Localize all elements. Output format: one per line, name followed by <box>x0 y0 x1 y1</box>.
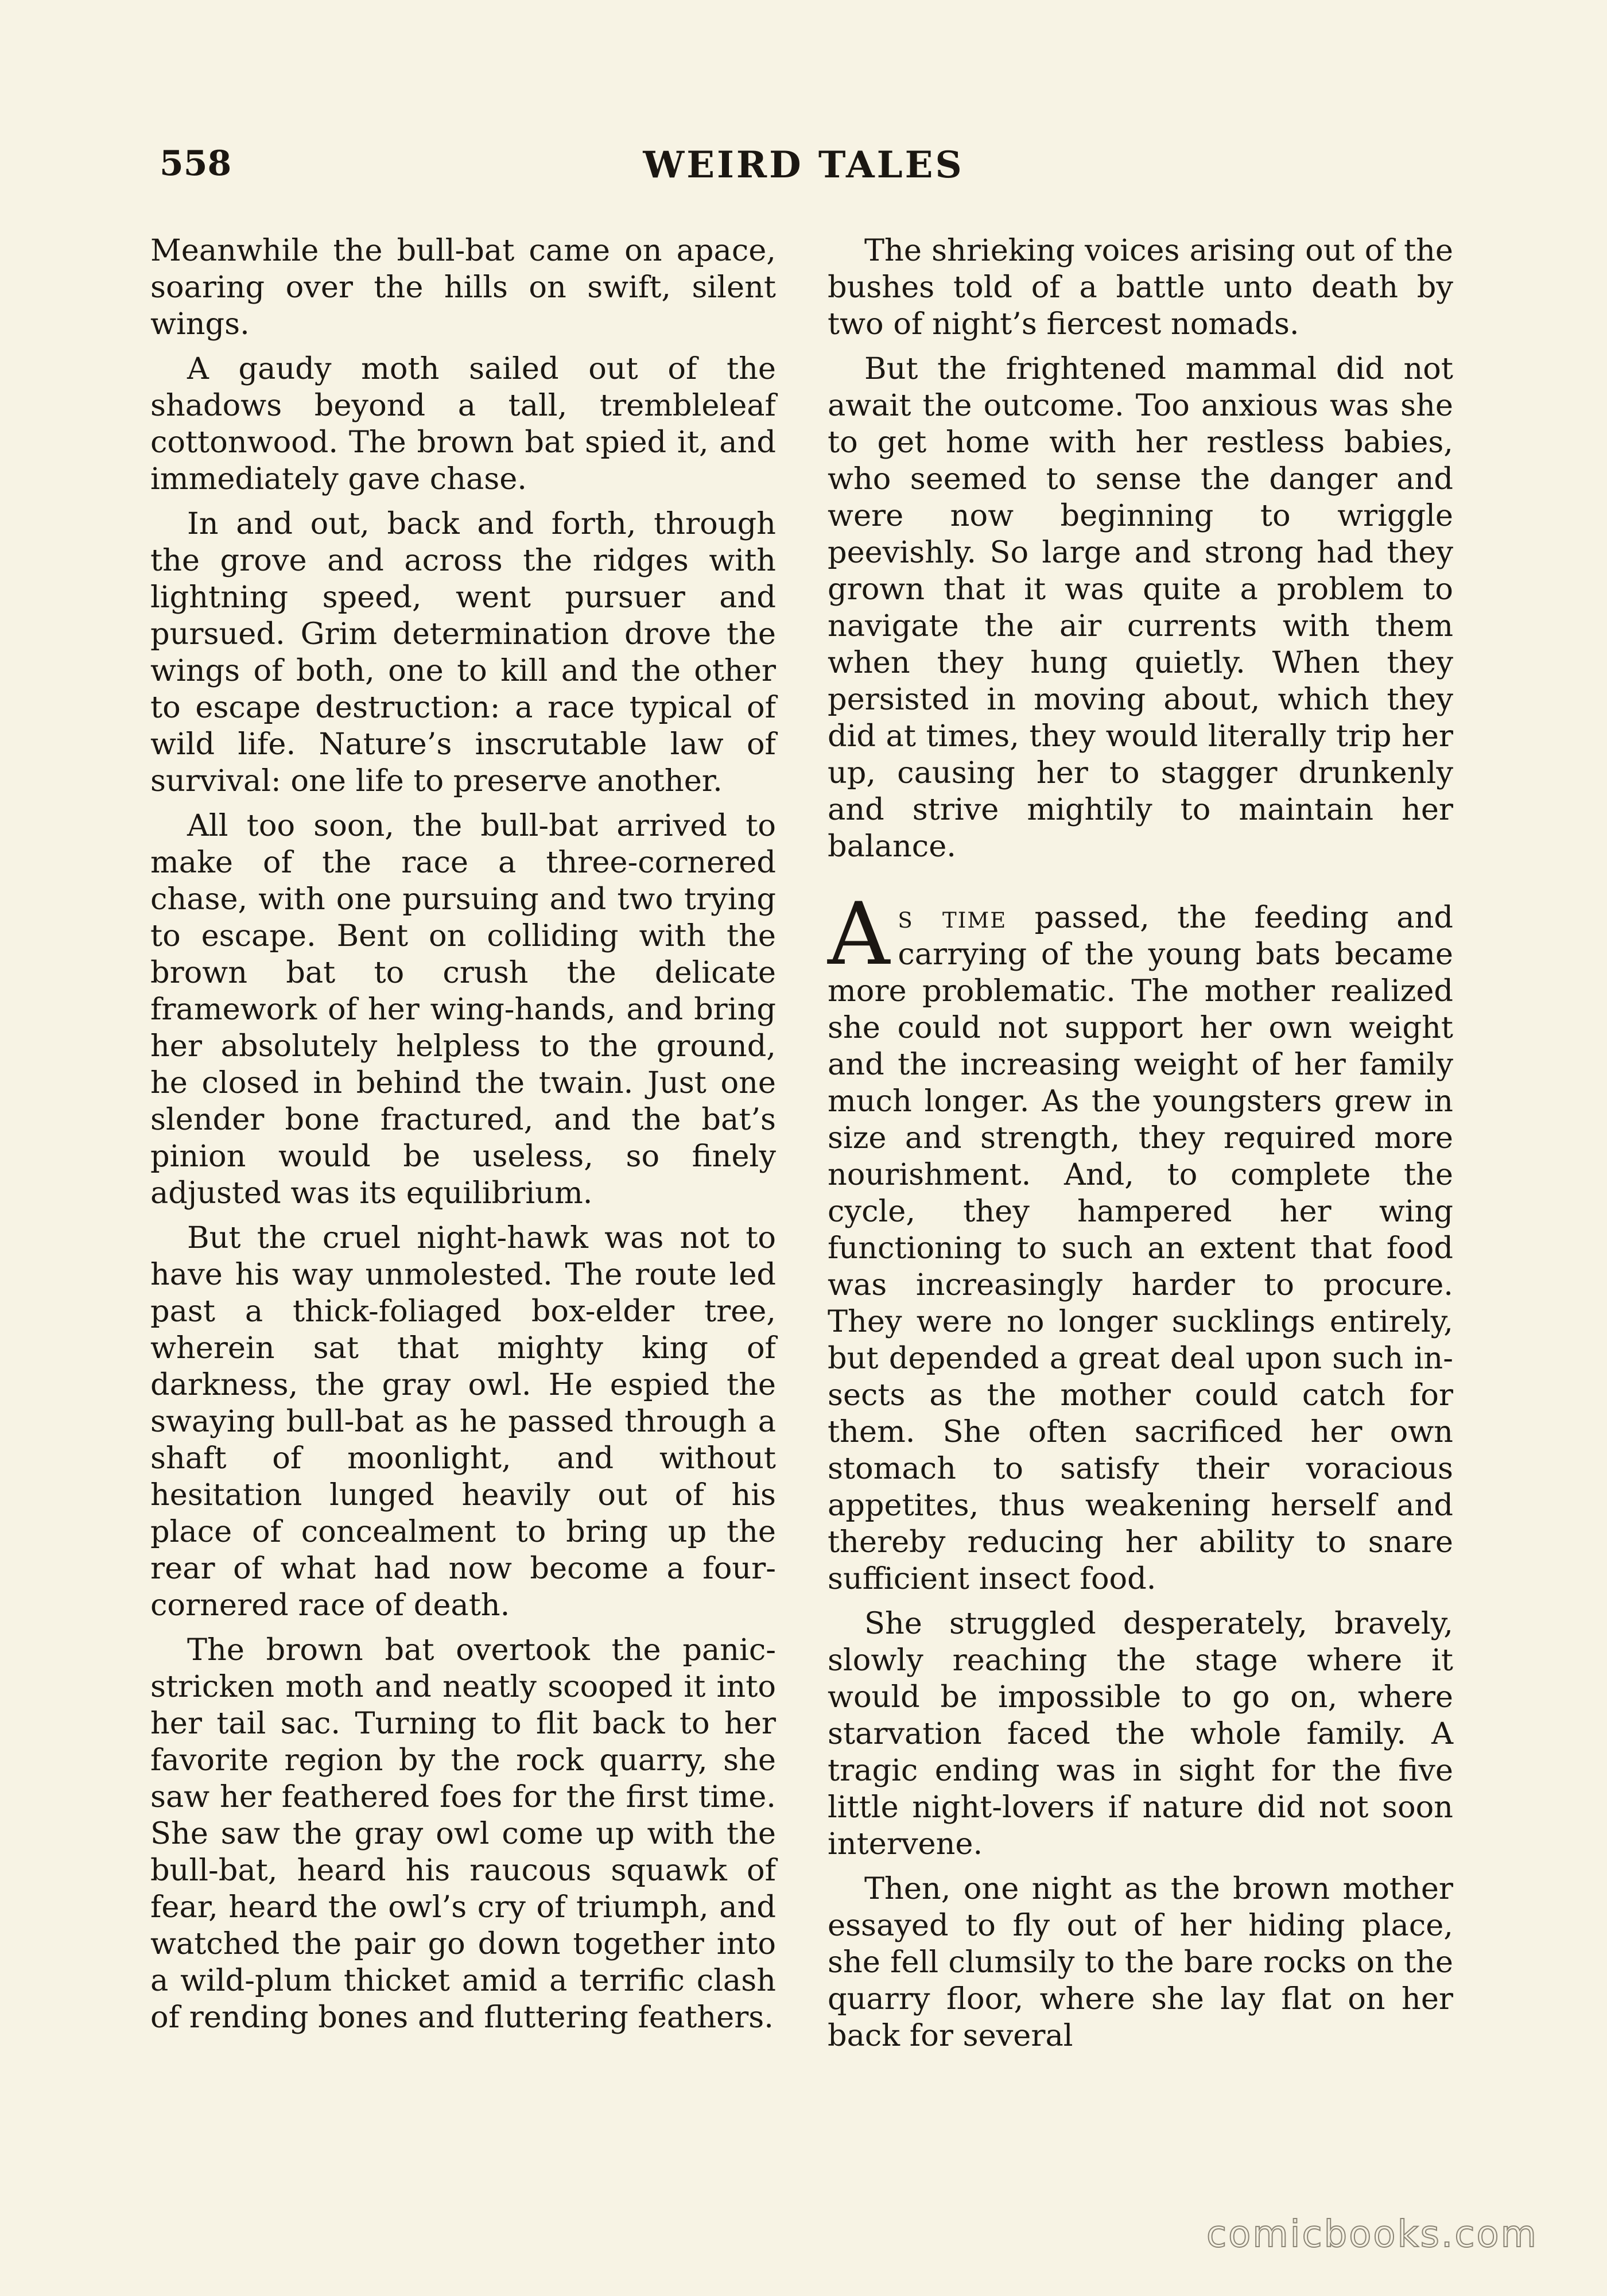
page-number: 558 <box>160 144 232 184</box>
watermark: comicbooks.com <box>1206 2213 1538 2256</box>
paragraph: All too soon, the bull-bat arrived to make of the race a three-cornered chase, with one pursuing and two trying to escape. Bent on colliding with the brown bat to crush the delicate framework of her wing-hands, and bring her absolutely helpless to the ground, he closed in behind the twain. Just one slender bone fractured, and the bat’s pinion would be useless, so finely adjusted was its equilibrium. <box>150 808 776 1211</box>
small-caps-lead: s time <box>898 900 1007 935</box>
paragraph: The shrieking voices arising out of the bushes told of a battle unto death by two of night’s fiercest nomads. <box>828 233 1453 342</box>
paragraph: But the frightened mammal did not await the outcome. Too anxious was she to get home with her restless babies, who seemed to sense the danger and were now beginning to wriggle peevishly. So large and strong had they grown that it was quite a problem to navigate the air currents with them when they hung quietly. When they persisted in moving about, which they did at times, they would literally trip her up, causing her to stagger drunkenly and strive mightily to maintain her balance. <box>828 351 1453 864</box>
running-head: WEIRD TALES <box>643 144 964 187</box>
paragraph: A gaudy moth sailed out of the shadows beyond a tall, trembleleaf cottonwood. The brown bat spied it, and immediately gave chase. <box>150 351 776 497</box>
paragraph: But the cruel night-hawk was not to have his way unmolested. The route led past a thick-foliaged box-elder tree, wherein sat that mighty king of darkness, the gray owl. He espied the swaying bull-bat as he passed through a shaft of moonlight, and without hesitation lunged heavily out of his place of concealment to bring up the rear of what had now become a four-cornered race of death. <box>150 1220 776 1623</box>
paragraph: She struggled desperately, bravely, slowly reaching the stage where it would be impossible to go on, where starvation faced the whole family. A tragic ending was in sight for the five little night-lovers if nature did not soon intervene. <box>828 1606 1453 1861</box>
paragraph: Then, one night as the brown mother essayed to fly out of her hiding place, she fell clumsily to the bare rocks on the quarry floor, where she lay flat on her back for several <box>828 1871 1453 2053</box>
paragraph: In and out, back and forth, through the grove and across the ridges with lightning speed, went pursuer and pursued. Grim determination drove the wings of both, one to kill and the other to escape destruction: a race typical of wild life. Nature’s inscrutable law of survival: one life to preserve another. <box>150 506 776 798</box>
section-opening-paragraph <box>828 885 1453 1597</box>
left-column <box>150 232 776 2044</box>
section-text: passed, the feeding and carrying of the young bats became more problematic. The mother realized she could not support her own weight and the increasing weight of her family much longer. As the youngsters grew in size and strength, they required more nourishment. And, to complete the cycle, they hampered her wing functioning to such an extent that food was increasingly harder to procure. They were no longer sucklings entirely, but depended a great deal upon such insects as the mother could catch for them. She often sacrificed her own stomach to satisfy their voracious appetites, thus weakening herself and thereby reducing her ability to snare sufficient insect food. <box>828 900 1453 1596</box>
page-header <box>155 144 1452 195</box>
drop-cap: A <box>828 885 890 984</box>
paragraph: Meanwhile the bull-bat came on apace, soaring over the hills on swift, silent wings. <box>150 233 776 342</box>
paragraph: The brown bat overtook the panic-stricken moth and neatly scooped it into her tail sac. Turning to flit back to her favorite region by the rock quarry, she saw her feathered foes for the first time. She saw the gray owl come up with the bull-bat, heard his raucous squawk of fear, heard the owl’s cry of triumph, and watched the pair go down together into a wild-plum thicket amid a terrific clash of rending bones and fluttering feathers. <box>150 1632 776 2035</box>
right-column <box>828 232 1453 2062</box>
